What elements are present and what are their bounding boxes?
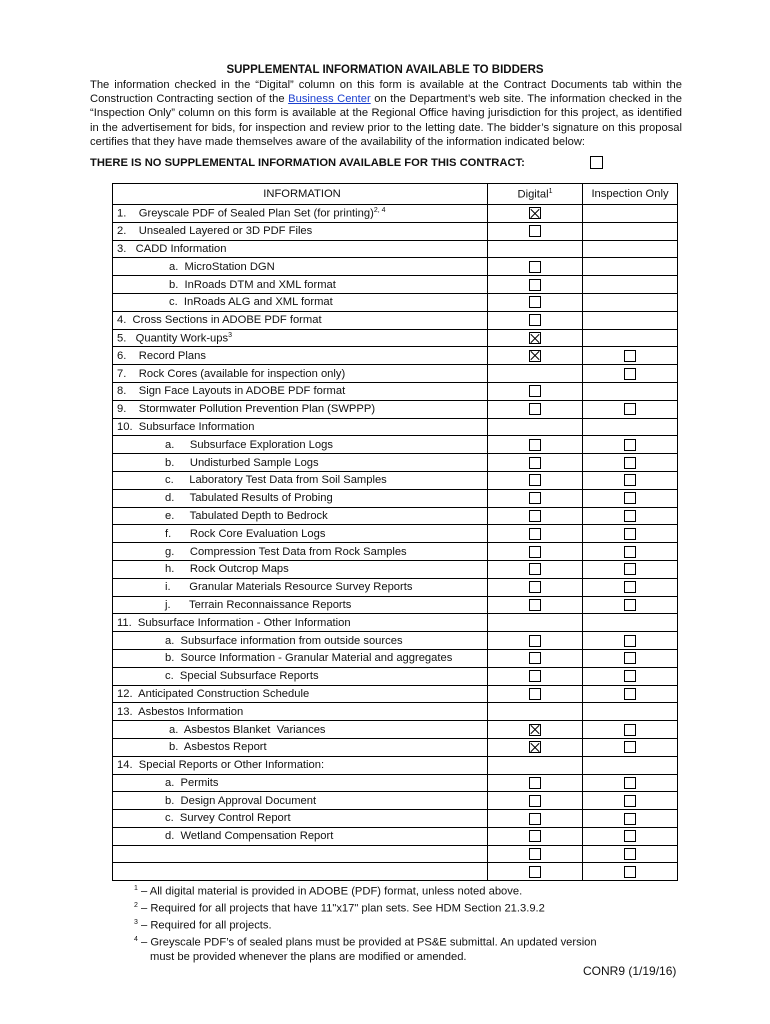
row-label: [113, 845, 488, 863]
digital-checkbox[interactable]: [529, 599, 541, 611]
row-label: [113, 293, 488, 311]
row-label: [113, 774, 488, 792]
row-label: [113, 649, 488, 667]
row-label: [113, 667, 488, 685]
digital-checkbox[interactable]: [529, 795, 541, 807]
row-text: a. MicroStation DGN: [169, 260, 275, 273]
business-center-link[interactable]: Business Center: [288, 93, 371, 106]
table-row: [113, 525, 678, 543]
footnote: [134, 916, 597, 933]
table-row: [113, 756, 678, 774]
row-label: [113, 222, 488, 240]
footnote-continuation: must be provided whenever the plans are modified or amended.: [150, 951, 467, 964]
digital-checkbox[interactable]: [529, 225, 541, 237]
inspection-checkbox[interactable]: [624, 795, 636, 807]
row-text: d. Tabulated Results of Probing: [165, 492, 333, 505]
footnote-number: 4: [134, 936, 138, 944]
inspection-checkbox[interactable]: [624, 403, 636, 415]
row-label: [113, 311, 488, 329]
inspection-checkbox[interactable]: [624, 635, 636, 647]
row-label: [113, 347, 488, 365]
footnote: [134, 899, 597, 916]
row-label: [113, 703, 488, 721]
row-text: 9. Stormwater Pollution Prevention Plan (SWPPP): [117, 403, 376, 416]
row-text: c. Special Subsurface Reports: [165, 670, 319, 683]
footnotes: [134, 882, 597, 964]
row-label: [113, 632, 488, 650]
footnote-text: – Required for all projects.: [137, 919, 272, 932]
row-text: b. Undisturbed Sample Logs: [165, 456, 319, 469]
table-row: [113, 667, 678, 685]
row-text: a. Permits: [165, 776, 219, 789]
row-label: [113, 578, 488, 596]
row-text: 13. Asbestos Information: [117, 705, 244, 718]
row-label: [113, 756, 488, 774]
row-text: b. Source Information - Granular Material and aggregates: [165, 652, 453, 665]
row-label: [113, 560, 488, 578]
table-row: [113, 721, 678, 739]
row-text: 7. Rock Cores (available for inspection only): [117, 367, 346, 380]
digital-checkbox[interactable]: [529, 813, 541, 825]
table-row: [113, 614, 678, 632]
page-title: SUPPLEMENTAL INFORMATION AVAILABLE TO BIDDERS: [226, 64, 544, 76]
table-row: [113, 205, 678, 223]
table-row: [113, 454, 678, 472]
digital-checkbox[interactable]: [529, 528, 541, 540]
table-row: [113, 703, 678, 721]
no-supplemental-checkbox[interactable]: [590, 156, 603, 169]
row-text: 6. Record Plans: [117, 349, 206, 362]
digital-checkbox[interactable]: [529, 848, 541, 860]
header-digital-label: Digital: [517, 188, 549, 201]
header-information: INFORMATION: [113, 184, 488, 205]
row-label: [113, 258, 488, 276]
inspection-checkbox[interactable]: [624, 848, 636, 860]
row-text: a. Subsurface Exploration Logs: [165, 438, 333, 451]
row-label: [113, 738, 488, 756]
information-table: [112, 183, 678, 881]
intro-paragraph: [90, 78, 682, 149]
table-row: [113, 489, 678, 507]
digital-checkbox[interactable]: [529, 261, 541, 273]
table-row: [113, 276, 678, 294]
inspection-checkbox[interactable]: [624, 563, 636, 575]
inspection-checkbox[interactable]: [624, 439, 636, 451]
row-text: a. Subsurface information from outside sources: [165, 634, 403, 647]
row-text: a. Asbestos Blanket Variances: [169, 723, 326, 736]
row-text: b. InRoads DTM and XML format: [169, 278, 336, 291]
table-row: [113, 436, 678, 454]
table-row: [113, 792, 678, 810]
table-row: [113, 845, 678, 863]
header-inspection-only: Inspection Only: [583, 184, 678, 205]
intro-text-2: on the Department’s web site. The information checked in the “Inspection Only” column on this form is available at the Regional Office having jurisdiction for this project, as identified in the advertisement for bids, for inspection and review prior to the letting date. The bidder’s signature on this proposal certifies that they have made themselves aware of the availability of the information indicated below:: [90, 93, 683, 148]
row-text: 4. Cross Sections in ADOBE PDF format: [117, 314, 322, 327]
row-label: [113, 596, 488, 614]
inspection-checkbox[interactable]: [624, 813, 636, 825]
table-row: [113, 400, 678, 418]
inspection-checkbox[interactable]: [624, 368, 636, 380]
digital-checkbox[interactable]: [529, 403, 541, 415]
table-row: [113, 578, 678, 596]
row-text: f. Rock Core Evaluation Logs: [165, 527, 326, 540]
digital-checkbox[interactable]: [529, 635, 541, 647]
table-row: [113, 560, 678, 578]
row-text: 10. Subsurface Information: [117, 420, 255, 433]
table-row: [113, 774, 678, 792]
footnote-number: 1: [134, 885, 138, 892]
footnote-text: – Required for all projects that have 11"x17" plan sets. See HDM Section 21.3.9.2: [137, 902, 545, 915]
digital-checkbox[interactable]: [529, 279, 541, 291]
table-row: [113, 810, 678, 828]
table-row: [113, 649, 678, 667]
row-footnote-ref: 2, 4: [373, 207, 386, 215]
row-label: [113, 489, 488, 507]
inspection-checkbox[interactable]: [624, 724, 636, 736]
no-supplemental-statement: THERE IS NO SUPPLEMENTAL INFORMATION AVAILABLE FOR THIS CONTRACT:: [90, 157, 525, 169]
inspection-checkbox[interactable]: [624, 457, 636, 469]
footnote-text: – Greyscale PDF’s of sealed plans must be provided at PS&E submittal. An updated version: [137, 936, 597, 949]
table-row: [113, 347, 678, 365]
table-row: [113, 507, 678, 525]
row-label: [113, 382, 488, 400]
inspection-checkbox[interactable]: [624, 741, 636, 753]
digital-checkbox[interactable]: [529, 332, 541, 344]
row-label: [113, 471, 488, 489]
digital-checkbox[interactable]: [529, 296, 541, 308]
row-text: 12. Anticipated Construction Schedule: [117, 687, 310, 700]
row-label: [113, 614, 488, 632]
row-label: [113, 721, 488, 739]
table-row: [113, 258, 678, 276]
row-label: [113, 205, 488, 223]
row-text: 3. CADD Information: [117, 242, 227, 255]
row-label: [113, 454, 488, 472]
digital-checkbox[interactable]: [529, 350, 541, 362]
digital-checkbox[interactable]: [529, 314, 541, 326]
row-label: [113, 810, 488, 828]
table-row: [113, 596, 678, 614]
footnote-number: 2: [134, 902, 138, 910]
table-row: [113, 382, 678, 400]
row-footnote-ref: 3: [228, 331, 232, 339]
footnote-number: 3: [134, 919, 138, 927]
digital-checkbox[interactable]: [529, 439, 541, 451]
row-label: [113, 329, 488, 347]
row-text: 1. Greyscale PDF of Sealed Plan Set (for printing): [117, 207, 374, 220]
row-text: j. Terrain Reconnaissance Reports: [165, 598, 352, 611]
footnote: [134, 882, 597, 899]
digital-checkbox[interactable]: [529, 652, 541, 664]
inspection-checkbox[interactable]: [624, 581, 636, 593]
row-label: [113, 827, 488, 845]
row-text: d. Wetland Compensation Report: [165, 830, 334, 843]
table-row: [113, 311, 678, 329]
inspection-checkbox[interactable]: [624, 474, 636, 486]
row-label: [113, 792, 488, 810]
intro-text-1: The information checked in the “Digital” column on this form is available at the Contract Documents tab within the Construction Contracting section of the: [90, 79, 682, 106]
inspection-checkbox[interactable]: [624, 777, 636, 789]
table-row: [113, 240, 678, 258]
header-digital: [488, 184, 583, 205]
row-label: [113, 418, 488, 436]
digital-checkbox[interactable]: [529, 474, 541, 486]
row-text: i. Granular Materials Resource Survey Reports: [165, 581, 413, 594]
inspection-checkbox[interactable]: [624, 492, 636, 504]
inspection-checkbox[interactable]: [624, 350, 636, 362]
row-text: c. InRoads ALG and XML format: [169, 296, 333, 309]
row-text: c. Survey Control Report: [165, 812, 291, 825]
row-text: 8. Sign Face Layouts in ADOBE PDF format: [117, 385, 346, 398]
table-row: [113, 827, 678, 845]
row-text: h. Rock Outcrop Maps: [165, 563, 289, 576]
table-row: [113, 418, 678, 436]
digital-checkbox[interactable]: [529, 492, 541, 504]
table-row: [113, 863, 678, 881]
inspection-checkbox[interactable]: [624, 546, 636, 558]
row-label: [113, 525, 488, 543]
inspection-checkbox[interactable]: [624, 599, 636, 611]
row-text: 5. Quantity Work-ups: [117, 332, 229, 345]
row-label: [113, 543, 488, 561]
inspection-checkbox[interactable]: [624, 652, 636, 664]
table-row: [113, 471, 678, 489]
row-label: [113, 436, 488, 454]
digital-checkbox[interactable]: [529, 385, 541, 397]
row-label: [113, 365, 488, 383]
row-text: 14. Special Reports or Other Information:: [117, 759, 325, 772]
table-row: [113, 738, 678, 756]
row-text: c. Laboratory Test Data from Soil Samples: [165, 474, 387, 487]
digital-checkbox[interactable]: [529, 670, 541, 682]
row-label: [113, 400, 488, 418]
row-label: [113, 507, 488, 525]
row-label: [113, 276, 488, 294]
table-row: [113, 543, 678, 561]
row-label: [113, 685, 488, 703]
form-id: CONR9 (1/19/16): [583, 964, 677, 978]
row-text: b. Asbestos Report: [169, 741, 267, 754]
digital-checkbox[interactable]: [529, 777, 541, 789]
digital-checkbox[interactable]: [529, 207, 541, 219]
header-digital-sup: 1: [548, 187, 553, 195]
table-row: [113, 685, 678, 703]
row-text: 2. Unsealed Layered or 3D PDF Files: [117, 225, 313, 238]
row-label: [113, 863, 488, 881]
table-row: [113, 222, 678, 240]
table-row: [113, 365, 678, 383]
digital-checkbox[interactable]: [529, 510, 541, 522]
digital-checkbox[interactable]: [529, 457, 541, 469]
inspection-checkbox[interactable]: [624, 688, 636, 700]
digital-checkbox[interactable]: [529, 724, 541, 736]
row-label: [113, 240, 488, 258]
digital-checkbox[interactable]: [529, 688, 541, 700]
digital-checkbox[interactable]: [529, 546, 541, 558]
footnote: [134, 933, 597, 950]
digital-checkbox[interactable]: [529, 866, 541, 878]
inspection-checkbox[interactable]: [624, 510, 636, 522]
inspection-checkbox[interactable]: [624, 830, 636, 842]
inspection-checkbox[interactable]: [624, 670, 636, 682]
digital-checkbox[interactable]: [529, 741, 541, 753]
inspection-checkbox[interactable]: [624, 866, 636, 878]
table-row: [113, 293, 678, 311]
digital-checkbox[interactable]: [529, 581, 541, 593]
table-row: [113, 632, 678, 650]
row-text: e. Tabulated Depth to Bedrock: [165, 509, 328, 522]
row-text: g. Compression Test Data from Rock Samples: [165, 545, 407, 558]
table-row: [113, 329, 678, 347]
digital-checkbox[interactable]: [529, 830, 541, 842]
row-text: 11. Subsurface Information - Other Information: [117, 616, 351, 629]
digital-checkbox[interactable]: [529, 563, 541, 575]
row-text: b. Design Approval Document: [165, 794, 317, 807]
footnote-text: – All digital material is provided in ADOBE (PDF) format, unless noted above.: [137, 885, 523, 898]
inspection-checkbox[interactable]: [624, 528, 636, 540]
